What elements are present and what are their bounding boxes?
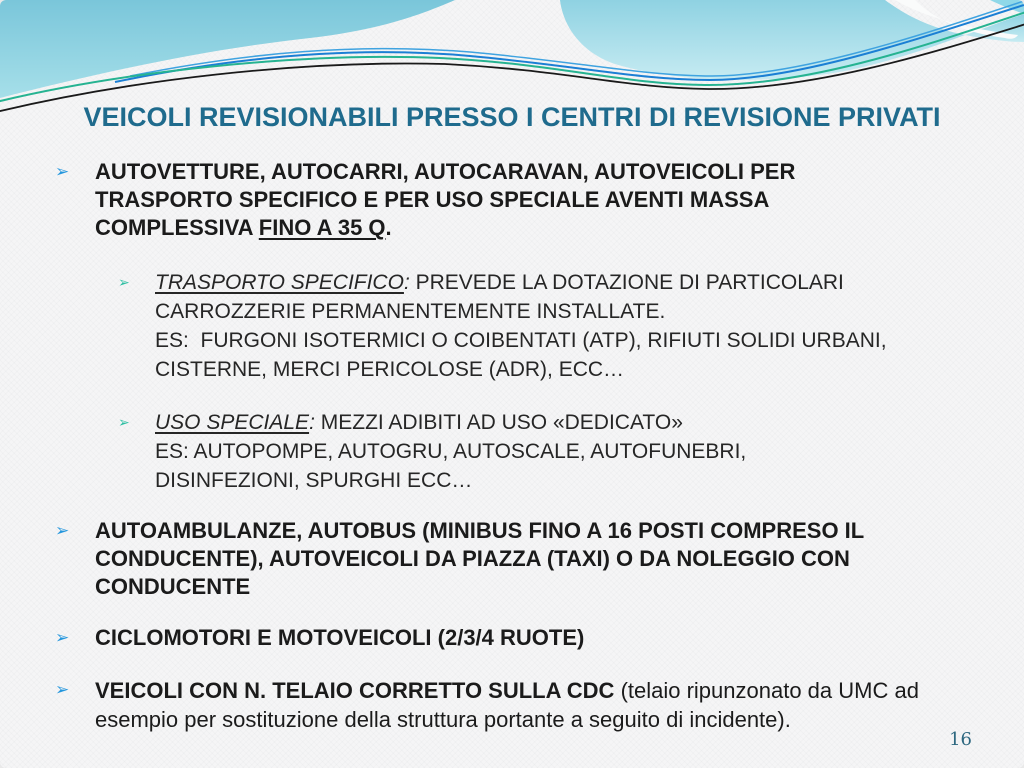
sub-bullet-colon: :: [309, 411, 315, 434]
bullet-text: [95, 676, 925, 734]
arrow-bullet-icon: ➢: [55, 162, 70, 181]
bullet-item-telaio-corretto: [55, 676, 1024, 734]
bullet-item-autoambulanze: [55, 517, 1024, 601]
sub-bullet-examples: ES: FURGONI ISOTERMICI O COIBENTATI (ATP), RIFIUTI SOLIDI URBANI, CISTERNE, MERCI PERICOLOSE (ADR), ECC…: [155, 329, 887, 381]
arrow-bullet-icon: ➢: [55, 680, 70, 699]
sub-bullet-text: [155, 268, 890, 384]
bullet-text-tail: .: [385, 215, 392, 240]
sub-bullet-trasporto-specifico: [118, 268, 1024, 384]
bullet-text: [95, 158, 925, 242]
sub-bullet-examples: ES: AUTOPOMPE, AUTOGRU, AUTOSCALE, AUTOFUNEBRI, DISINFEZIONI, SPURGHI ECC…: [155, 440, 747, 492]
arrow-bullet-icon: ➢: [118, 414, 130, 430]
sub-bullet-body: PREVEDE LA DOTAZIONE DI PARTICOLARI CARROZZERIE PERMANENTEMENTE INSTALLATE.: [155, 271, 844, 323]
slide-content: [0, 100, 1024, 734]
sub-bullet-body: MEZZI ADIBITI AD USO «DEDICATO»: [314, 411, 683, 434]
sub-bullet-uso-speciale: [118, 408, 1024, 495]
underlined-phrase: FINO A 35 Q: [258, 215, 386, 240]
page-number: 16: [949, 729, 972, 750]
bullet-text-lead: VEICOLI CON N. TELAIO CORRETTO SULLA CDC: [95, 678, 615, 703]
arrow-bullet-icon: ➢: [118, 274, 130, 290]
bullet-text-lead: AUTOVETTURE, AUTOCARRI, AUTOCARAVAN, AUTOVEICOLI PER TRASPORTO SPECIFICO E PER USO SPECIALE AVENTI MASSA COMPLESSIVA: [95, 159, 796, 240]
arrow-bullet-icon: ➢: [55, 521, 70, 540]
bullet-item-vehicles-35q: [55, 158, 1024, 242]
sub-bullet-label: USO SPECIALE: [155, 411, 310, 434]
sub-bullet-text: [155, 408, 890, 495]
bullet-text: AUTOAMBULANZE, AUTOBUS (MINIBUS FINO A 16 POSTI COMPRESO IL CONDUCENTE), AUTOVEICOLI DA PIAZZA (TAXI) O DA NOLEGGIO CON CONDUCENTE: [95, 518, 864, 599]
bullet-text-tail: (telaio ripunzonato da UMC ad esempio per sostituzione della struttura portante a seguito di incidente).: [95, 678, 919, 732]
bullet-item-ciclomotori: [55, 624, 1024, 652]
bullet-text: CICLOMOTORI E MOTOVEICOLI (2/3/4 RUOTE): [95, 625, 585, 650]
sub-bullet-colon: :: [403, 271, 410, 294]
page-title: VEICOLI REVISIONABILI PRESSO I CENTRI DI REVISIONE PRIVATI: [83, 102, 941, 132]
arrow-bullet-icon: ➢: [55, 628, 70, 647]
sub-bullet-label: TRASPORTO SPECIFICO: [155, 271, 404, 294]
